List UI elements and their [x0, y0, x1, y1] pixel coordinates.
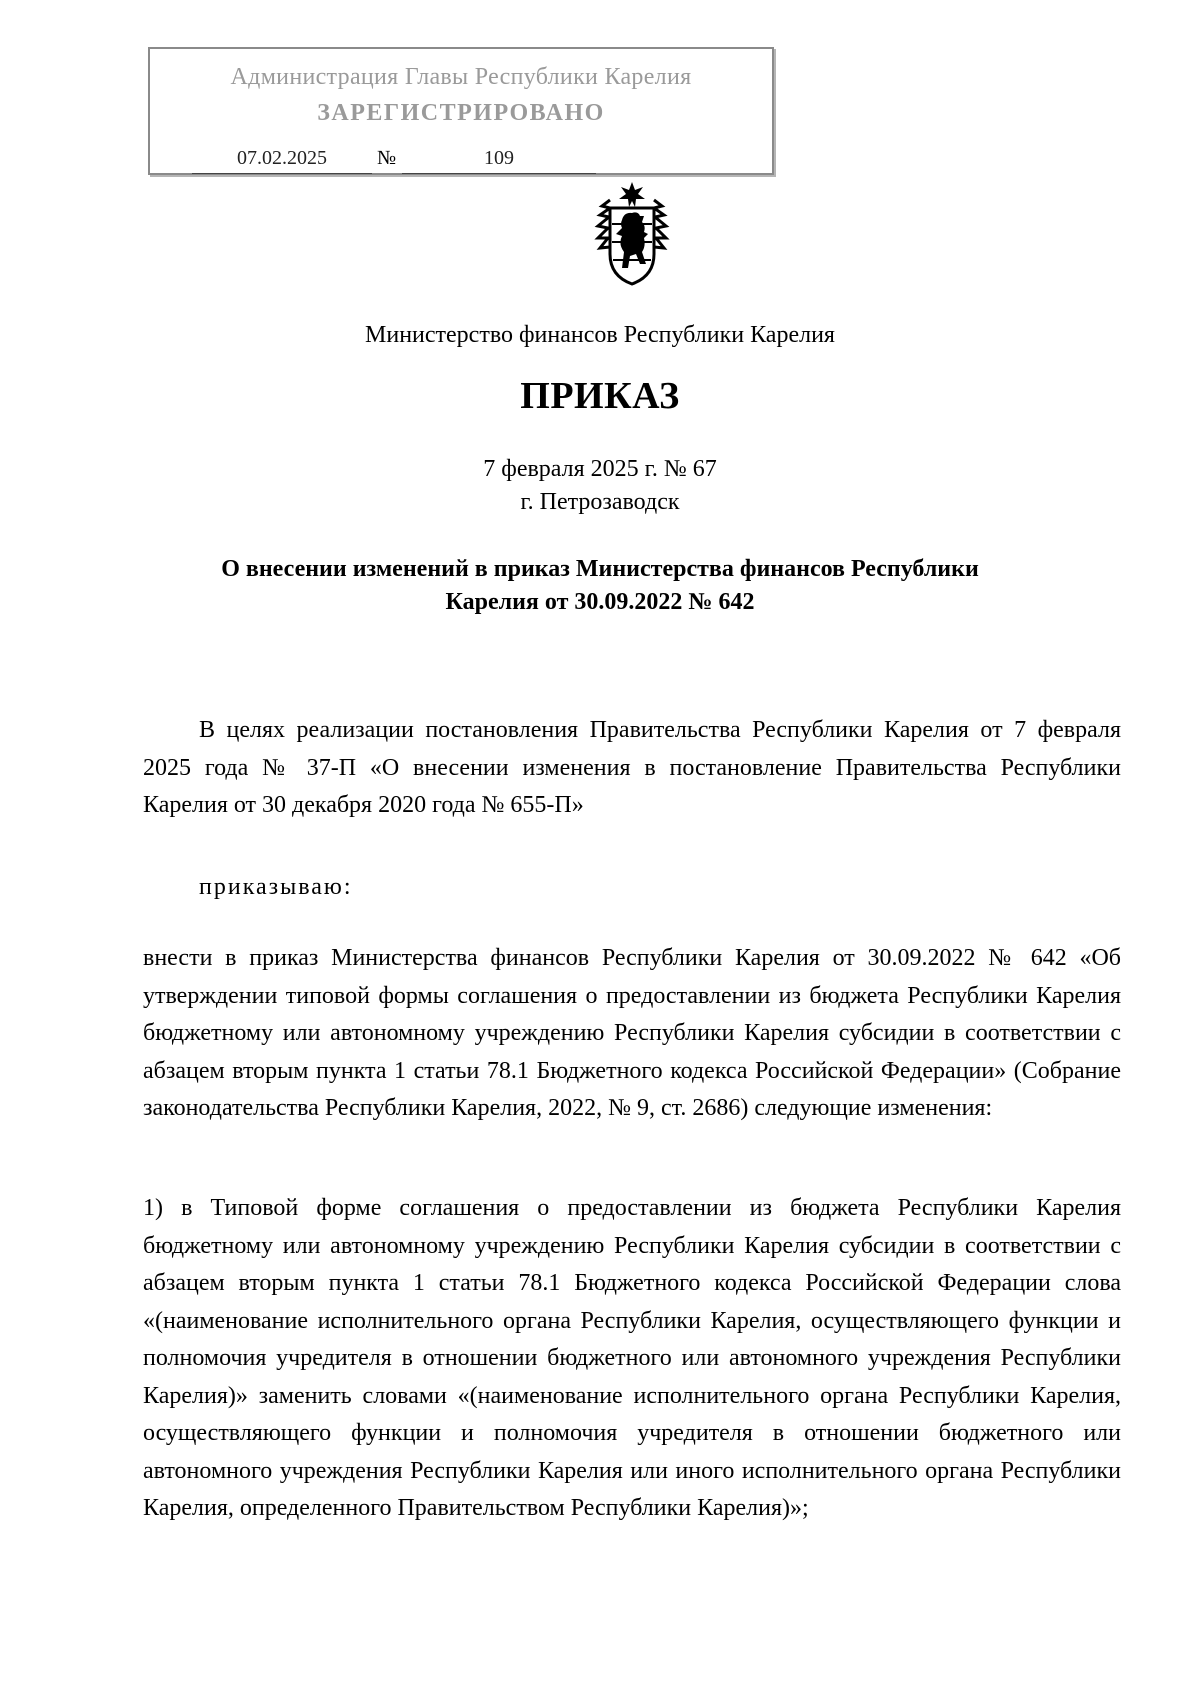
order-subject-line-2: Карелия от 30.09.2022 № 642: [445, 589, 755, 615]
ministry-name: Министерство финансов Республики Карелия: [365, 322, 835, 348]
order-word: приказываю:: [199, 874, 353, 900]
stamp-date: 07.02.2025: [192, 145, 372, 174]
stamp-number: 109: [402, 145, 596, 174]
order-city: г. Петрозаводск: [520, 489, 680, 515]
order-date-number: 7 февраля 2025 г. № 67: [483, 456, 717, 482]
document-type-title: ПРИКАЗ: [520, 375, 680, 417]
preamble-paragraph: В целях реализации постановления Правительства Республики Карелия от 7 февраля 2025 года № 37-П «О внесении изменения в постановление Правительства Республики Карелия от 30 декабря 2020 года № 655-П»: [143, 717, 1121, 818]
order-subject-line-1: О внесении изменений в приказ Министерства финансов Республики: [221, 556, 979, 582]
karelia-coat-of-arms-icon: [586, 180, 678, 290]
main-paragraph: внести в приказ Министерства финансов Республики Карелия от 30.09.2022 № 642 «Об утверждении типовой формы соглашения о предоставлении из бюджета Республики Карелия бюджетному или автономному учреждению Республики Карелия субсидии в соответствии с абзацем вторым пункта 1 статьи 78.1 Бюджетного кодекса Российской Федерации» (Собрание законодательства Республики Карелия, 2022, № 9, ст. 2686) следующие изменения:: [143, 945, 1121, 1121]
item-1-paragraph: 1) в Типовой форме соглашения о предоставлении из бюджета Республики Карелия бюджетному или автономному учреждению Республики Карелия субсидии в соответствии с абзацем вторым пункта 1 статьи 78.1 Бюджетного кодекса Российской Федерации слова «(наименование исполнительного органа Республики Карелия, осуществляющего функции и полномочия учредителя в отношении бюджетного или автономного учреждения Республики Карелия)» заменить словами «(наименование исполнительного органа Республики Карелия, осуществляющего функции и полномочия учредителя в отношении бюджетного или автономного учреждения Республики Карелия или иного исполнительного органа Республики Карелия, определенного Правительством Республики Карелия)»;: [143, 1195, 1121, 1521]
order-subject: [0, 553, 1200, 619]
stamp-organization: Администрация Главы Республики Карелия: [230, 64, 692, 90]
stamp-number-label: №: [377, 147, 397, 169]
stamp-status: ЗАРЕГИСТРИРОВАНО: [317, 100, 605, 126]
